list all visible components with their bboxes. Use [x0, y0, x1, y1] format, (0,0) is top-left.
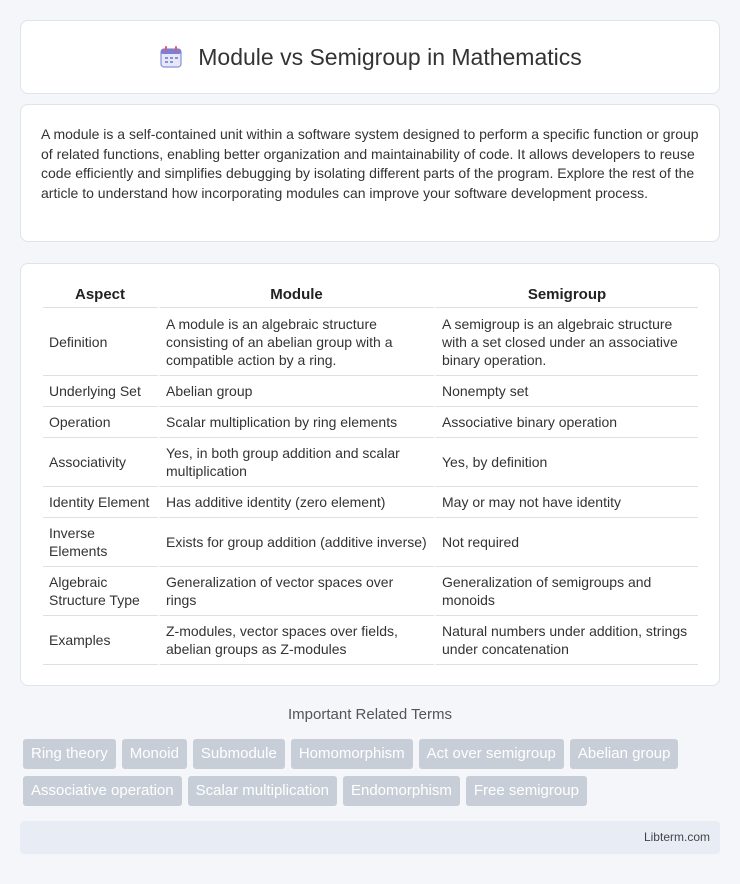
tag-endomorphism[interactable]: Endomorphism	[343, 776, 460, 806]
related-terms-tags	[23, 739, 723, 813]
tag-ring-theory[interactable]: Ring theory	[23, 739, 116, 769]
row-module: Yes, in both group addition and scalar multiplication	[160, 438, 436, 487]
table-row	[43, 376, 698, 407]
header-module: Module	[160, 282, 436, 308]
row-module: Abelian group	[160, 376, 436, 407]
comparison-table	[43, 282, 698, 665]
tag-row-1	[23, 739, 723, 769]
calendar-icon	[158, 44, 184, 70]
tag-abelian-group[interactable]: Abelian group	[570, 739, 679, 769]
tag-submodule[interactable]: Submodule	[193, 739, 285, 769]
intro-card	[20, 104, 720, 242]
table-row	[43, 407, 698, 438]
title-card	[20, 20, 720, 94]
table-row	[43, 616, 698, 665]
row-semigroup: Yes, by definition	[436, 438, 698, 487]
page-title: Module vs Semigroup in Mathematics	[198, 43, 582, 70]
table-row	[43, 567, 698, 616]
tag-row-2	[23, 776, 723, 806]
header-aspect: Aspect	[43, 282, 160, 308]
row-aspect: Inverse Elements	[43, 518, 160, 567]
row-semigroup: Associative binary operation	[436, 407, 698, 438]
row-module: Has additive identity (zero element)	[160, 487, 436, 518]
related-terms-title: Important Related Terms	[288, 706, 452, 723]
tag-act-over-semigroup[interactable]: Act over semigroup	[419, 739, 564, 769]
row-module: Generalization of vector spaces over rings	[160, 567, 436, 616]
table-row	[43, 487, 698, 518]
row-aspect: Identity Element	[43, 487, 160, 518]
row-aspect: Definition	[43, 308, 160, 376]
row-module: Scalar multiplication by ring elements	[160, 407, 436, 438]
header-semigroup: Semigroup	[436, 282, 698, 308]
tag-free-semigroup[interactable]: Free semigroup	[466, 776, 587, 806]
row-aspect: Underlying Set	[43, 376, 160, 407]
row-semigroup: Generalization of semigroups and monoids	[436, 567, 698, 616]
row-aspect: Operation	[43, 407, 160, 438]
tag-associative-operation[interactable]: Associative operation	[23, 776, 182, 806]
footer-brand[interactable]: Libterm.com	[643, 830, 710, 844]
tag-monoid[interactable]: Monoid	[122, 739, 187, 769]
comparison-table-card	[20, 263, 720, 686]
row-semigroup: Natural numbers under addition, strings under concatenation	[436, 616, 698, 665]
row-module: Exists for group addition (additive inverse)	[160, 518, 436, 567]
table-row	[43, 438, 698, 487]
row-module: Z-modules, vector spaces over fields, abelian groups as Z-modules	[160, 616, 436, 665]
table-row	[43, 518, 698, 567]
row-semigroup: May or may not have identity	[436, 487, 698, 518]
row-semigroup: Not required	[436, 518, 698, 567]
intro-text: A module is a self-contained unit within a software system designed to perform a specific function or group of related functions, enabling better organization and maintainability of code. It allows developers to reuse code efficiently and simplifies debugging by isolating different parts of the program. Explore the rest of the article to understand how incorporating modules can improve your software development process.	[41, 126, 699, 201]
row-aspect: Examples	[43, 616, 160, 665]
row-aspect: Associativity	[43, 438, 160, 487]
row-semigroup: Nonempty set	[436, 376, 698, 407]
footer	[20, 821, 720, 854]
table-header-row	[43, 282, 698, 308]
row-aspect: Algebraic Structure Type	[43, 567, 160, 616]
row-semigroup: A semigroup is an algebraic structure with a set closed under an associative binary operation.	[436, 308, 698, 376]
row-module: A module is an algebraic structure consisting of an abelian group with a compatible action by a ring.	[160, 308, 436, 376]
table-row	[43, 308, 698, 376]
tag-scalar-multiplication[interactable]: Scalar multiplication	[188, 776, 337, 806]
tag-homomorphism[interactable]: Homomorphism	[291, 739, 413, 769]
